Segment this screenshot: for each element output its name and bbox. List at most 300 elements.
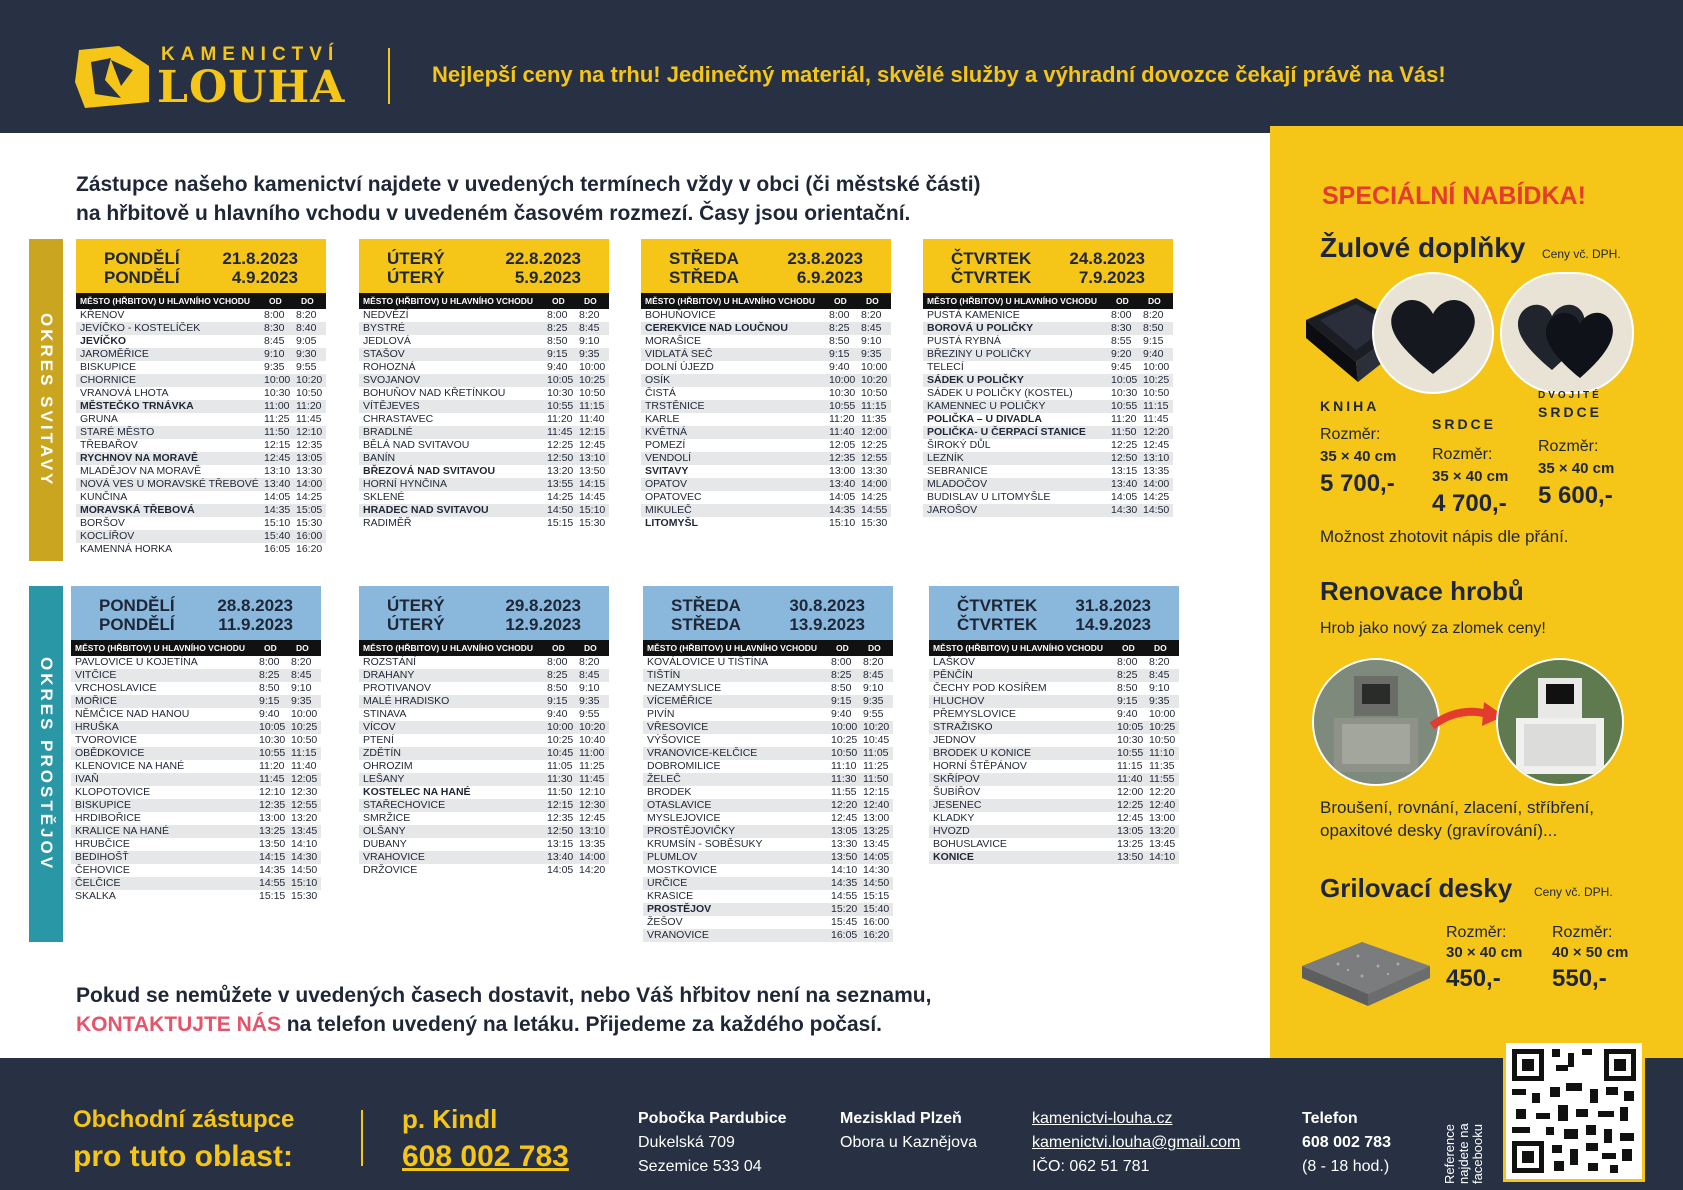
time-from: 8:30	[264, 322, 285, 334]
table-row	[641, 439, 891, 452]
region-label-text: OKRES PROSTĚJOV	[37, 656, 56, 872]
renovation-desc-1: Broušení, rovnání, zlacení, stříbření,	[1320, 798, 1595, 817]
header-divider	[388, 48, 390, 104]
time-from: 8:25	[1117, 669, 1138, 681]
place-name: JEDNOV	[933, 734, 976, 746]
time-to: 9:35	[579, 348, 600, 360]
time-to: 14:15	[579, 478, 606, 490]
renovation-subtitle: Hrob jako nový za zlomek ceny!	[1320, 620, 1546, 637]
intro-line-2: na hřbitově u hlavního vchodu v uvedeném časovém rozmezí. Časy jsou orientační.	[76, 202, 911, 225]
table-row	[76, 517, 326, 530]
time-from: 13:50	[1117, 851, 1144, 863]
time-from: 8:30	[1111, 322, 1132, 334]
time-from: 10:25	[831, 734, 858, 746]
place-name: PTENÍ	[363, 734, 394, 746]
table-row	[923, 452, 1173, 465]
time-from: 13:50	[831, 851, 858, 863]
time-to: 11:25	[579, 760, 605, 772]
place-name: JEDLOVÁ	[363, 335, 411, 347]
time-to: 14:50	[863, 877, 890, 889]
time-from: 11:50	[264, 426, 290, 438]
column-place-label: MĚSTO (HŘBITOV) U HLAVNÍHO VCHODU	[927, 296, 1098, 306]
schedule-day-table	[359, 586, 609, 877]
time-from: 9:10	[264, 348, 285, 360]
time-to: 12:45	[1143, 439, 1170, 451]
time-to: 11:15	[1143, 400, 1169, 412]
time-from: 15:40	[264, 530, 291, 542]
table-row	[641, 452, 891, 465]
place-name: MLADOČOV	[927, 478, 988, 490]
schedule-day-header	[76, 239, 326, 293]
contact-note-line-1: Pokud se nemůžete v uvedených časech dostavit, nebo Váš hřbitov není na seznamu,	[76, 984, 932, 1007]
renovation-desc-2: opaxitové desky (gravírování)...	[1320, 821, 1558, 840]
place-name: STRAŽISKO	[933, 721, 993, 733]
table-row	[76, 543, 326, 556]
place-name: KRASICE	[647, 890, 694, 902]
qr-caption	[1434, 1088, 1494, 1184]
time-to: 11:40	[291, 760, 317, 772]
place-name: BRODEK U KONICE	[933, 747, 1032, 759]
schedule-day-header	[929, 586, 1179, 640]
place-name: DOBROMILICE	[647, 760, 721, 772]
time-from: 10:25	[547, 734, 574, 746]
place-name: STINAVA	[363, 708, 407, 720]
day-date: 6.9.2023	[796, 268, 863, 287]
time-from: 14:55	[831, 890, 858, 902]
granite-accessories-title: Žulové doplňky	[1320, 232, 1526, 263]
place-name: ROZSTÁNÍ	[363, 656, 417, 668]
place-name: VÍCEMĚŘICE	[647, 695, 713, 707]
day-date: 14.9.2023	[1075, 615, 1151, 634]
time-from: 9:40	[547, 361, 568, 373]
place-name: TIŠTÍN	[647, 669, 681, 681]
time-to: 11:45	[296, 413, 322, 425]
time-from: 12:50	[547, 452, 574, 464]
time-from: 13:15	[1111, 465, 1138, 477]
time-from: 15:15	[259, 890, 286, 902]
time-from: 8:50	[547, 335, 568, 347]
place-name: CEREKVICE NAD LOUČNOU	[645, 322, 788, 334]
day-name: STŘEDA	[671, 615, 741, 634]
day-name: ČTVRTEK	[957, 615, 1038, 634]
time-from: 12:45	[264, 452, 291, 464]
place-name: MIKULEČ	[645, 504, 692, 516]
time-to: 10:00	[1143, 361, 1170, 373]
table-row	[76, 530, 326, 543]
table-row	[643, 825, 893, 838]
table-row	[359, 864, 609, 877]
place-name: VÝŠOVICE	[647, 734, 701, 746]
place-name: HRADEC NAD SVITAVOU	[363, 504, 489, 516]
time-to: 9:35	[863, 695, 884, 707]
place-name: OPATOV	[645, 478, 688, 490]
time-from: 12:25	[547, 439, 574, 451]
column-header	[359, 640, 609, 656]
place-name: NOVÁ VES U MORAVSKÉ TŘEBOVÉ	[80, 478, 259, 490]
branch-plzen-title: Mezisklad Plzeň	[840, 1110, 962, 1127]
time-to: 12:20	[1143, 426, 1170, 438]
time-to: 11:10	[1149, 747, 1175, 759]
time-to: 9:10	[579, 335, 600, 347]
place-name: LITOMYŠL	[645, 517, 698, 529]
website-link[interactable]: kamenictvi-louha.cz	[1032, 1110, 1173, 1127]
table-row	[359, 695, 609, 708]
table-row	[359, 478, 609, 491]
place-name: TVOROVICE	[75, 734, 137, 746]
time-to: 10:45	[863, 734, 890, 746]
table-row	[71, 890, 321, 903]
company-logo[interactable]	[75, 40, 375, 113]
table-row	[359, 348, 609, 361]
time-to: 9:05	[296, 335, 317, 347]
column-header	[923, 293, 1173, 309]
time-from: 13:20	[547, 465, 574, 477]
time-to: 9:40	[1143, 348, 1164, 360]
column-header	[929, 640, 1179, 656]
table-row	[359, 400, 609, 413]
time-to: 9:10	[861, 335, 882, 347]
place-name: VENDOLÍ	[645, 452, 692, 464]
double-heart-product-image	[1502, 274, 1632, 392]
table-row	[359, 517, 609, 530]
time-from: 11:45	[547, 426, 573, 438]
place-name: BŘEZINY U POLIČKY	[927, 348, 1032, 360]
product-name-double-top: DVOJITÉ	[1538, 390, 1602, 401]
column-to-label: DO	[296, 643, 309, 653]
contact-us-link[interactable]: KONTAKTUJTE NÁS	[76, 1013, 281, 1036]
table-row	[359, 374, 609, 387]
table-row	[929, 747, 1179, 760]
table-row	[71, 721, 321, 734]
time-from: 8:00	[829, 309, 850, 321]
table-row	[641, 322, 891, 335]
time-to: 8:20	[296, 309, 317, 321]
time-from: 13:25	[259, 825, 286, 837]
grill-size-label: Rozměr:	[1446, 924, 1507, 941]
table-row	[71, 734, 321, 747]
time-from: 14:05	[264, 491, 291, 503]
time-from: 9:40	[547, 708, 568, 720]
time-from: 10:05	[1117, 721, 1144, 733]
place-name: HLUCHOV	[933, 695, 985, 707]
time-from: 11:20	[259, 760, 285, 772]
column-to-label: DO	[868, 643, 881, 653]
time-to: 8:20	[1149, 656, 1170, 668]
table-row	[643, 734, 893, 747]
contact-note	[76, 981, 931, 1039]
time-from: 8:00	[1111, 309, 1132, 321]
heart-product-image	[1374, 274, 1492, 392]
time-to: 10:25	[579, 374, 606, 386]
renovation-title: Renovace hrobů	[1320, 576, 1524, 606]
phone-title: Telefon	[1302, 1110, 1358, 1127]
time-to: 14:10	[1149, 851, 1176, 863]
table-row	[929, 760, 1179, 773]
table-row	[71, 695, 321, 708]
table-row	[359, 682, 609, 695]
time-to: 10:20	[861, 374, 888, 386]
time-to: 11:45	[579, 773, 605, 785]
time-from: 11:50	[1111, 426, 1137, 438]
place-name: MĚSTEČKO TRNÁVKA	[80, 400, 194, 412]
time-to: 8:45	[1149, 669, 1170, 681]
phone-number-link[interactable]: 608 002 783	[1302, 1134, 1391, 1151]
time-from: 11:25	[264, 413, 290, 425]
product-price: 5 700,-	[1320, 470, 1395, 497]
table-row	[923, 426, 1173, 439]
time-to: 14:20	[579, 864, 606, 876]
table-row	[929, 851, 1179, 864]
time-from: 16:05	[831, 929, 858, 941]
time-to: 14:00	[1143, 478, 1170, 490]
footer-divider	[361, 1110, 363, 1166]
column-place-label: MĚSTO (HŘBITOV) U HLAVNÍHO VCHODU	[75, 643, 246, 653]
table-row	[359, 452, 609, 465]
place-name: BYSTRÉ	[363, 322, 406, 334]
place-name: ČECHY POD KOSÍŘEM	[933, 682, 1047, 694]
time-to: 12:45	[579, 439, 606, 451]
table-row	[641, 504, 891, 517]
column-to-label: DO	[584, 296, 597, 306]
table-row	[359, 851, 609, 864]
table-row	[923, 413, 1173, 426]
time-to: 13:45	[291, 825, 318, 837]
time-from: 8:50	[829, 335, 850, 347]
time-to: 16:00	[296, 530, 323, 542]
table-row	[643, 903, 893, 916]
time-from: 8:25	[829, 322, 850, 334]
place-name: KARLE	[645, 413, 680, 425]
time-from: 9:15	[831, 695, 852, 707]
time-to: 12:15	[579, 426, 606, 438]
qr-code-icon	[1506, 1043, 1642, 1179]
time-to: 13:20	[1149, 825, 1176, 837]
time-to: 13:45	[863, 838, 890, 850]
table-row	[643, 916, 893, 929]
place-name: HRDIBOŘICE	[75, 812, 141, 824]
time-from: 10:30	[264, 387, 291, 399]
time-to: 8:45	[291, 669, 312, 681]
table-row	[359, 426, 609, 439]
place-name: BRADLNÉ	[363, 426, 413, 438]
time-to: 14:10	[291, 838, 318, 850]
time-from: 10:05	[259, 721, 286, 733]
time-from: 13:00	[259, 812, 286, 824]
table-row	[643, 669, 893, 682]
table-row	[359, 387, 609, 400]
table-row	[923, 400, 1173, 413]
place-name: POMEZÍ	[645, 439, 686, 451]
table-row	[71, 825, 321, 838]
time-from: 13:40	[829, 478, 856, 490]
table-row	[76, 309, 326, 322]
time-from: 11:50	[547, 786, 573, 798]
table-row	[641, 309, 891, 322]
branch-pardubice-title: Pobočka Pardubice	[638, 1110, 787, 1127]
time-from: 10:55	[1117, 747, 1144, 759]
place-name: BĚLÁ NAD SVITAVOU	[363, 439, 470, 451]
time-from: 14:05	[829, 491, 856, 503]
rep-phone-link[interactable]: 608 002 783	[402, 1140, 569, 1173]
time-to: 8:45	[863, 669, 884, 681]
day-date: 22.8.2023	[505, 249, 581, 268]
time-to: 9:35	[579, 695, 600, 707]
place-name: ŽEŠOV	[647, 916, 683, 928]
time-to: 8:20	[1143, 309, 1164, 321]
time-from: 9:40	[1117, 708, 1138, 720]
schedule-day-table	[76, 239, 326, 556]
place-name: DUBANY	[363, 838, 407, 850]
inscription-note: Možnost zhotovit nápis dle přání.	[1320, 527, 1569, 546]
table-row	[923, 309, 1173, 322]
table-row	[71, 786, 321, 799]
table-row	[923, 374, 1173, 387]
place-name: BOHUSLAVICE	[933, 838, 1007, 850]
place-name: VRAHOVICE	[363, 851, 425, 863]
time-to: 13:05	[296, 452, 323, 464]
column-from-label: OD	[836, 643, 849, 653]
time-from: 13:05	[1117, 825, 1144, 837]
time-to: 9:55	[579, 708, 600, 720]
time-from: 11:05	[547, 760, 573, 772]
time-to: 11:50	[863, 773, 889, 785]
time-from: 11:40	[829, 426, 855, 438]
time-from: 10:55	[547, 400, 574, 412]
table-row	[641, 400, 891, 413]
place-name: BORŠOV	[80, 517, 125, 529]
time-from: 10:50	[831, 747, 858, 759]
place-name: KŘENOV	[80, 309, 125, 321]
day-date: 12.9.2023	[505, 615, 581, 634]
place-name: KVĚTNÁ	[645, 426, 688, 438]
time-to: 15:30	[291, 890, 318, 902]
time-from: 10:30	[1117, 734, 1144, 746]
product-name-heart: SRDCE	[1432, 416, 1497, 432]
table-row	[71, 669, 321, 682]
table-row	[359, 465, 609, 478]
time-from: 15:15	[547, 517, 574, 529]
place-name: VRANOVÁ LHOTA	[80, 387, 169, 399]
time-to: 12:45	[579, 812, 606, 824]
table-row	[359, 322, 609, 335]
time-from: 11:20	[829, 413, 855, 425]
place-name: JEVÍČKO - KOSTELÍČEK	[80, 322, 201, 334]
day-name: ČTVRTEK	[951, 249, 1032, 268]
time-from: 8:25	[259, 669, 280, 681]
time-to: 10:25	[1143, 374, 1170, 386]
time-from: 10:45	[547, 747, 574, 759]
place-name: KUNČINA	[80, 491, 128, 503]
place-name: SKŘÍPOV	[933, 773, 980, 785]
place-name: MORAŠICE	[645, 335, 702, 347]
time-to: 16:20	[863, 929, 890, 941]
place-name: PUSTÁ RYBNÁ	[927, 335, 1001, 347]
place-name: BŘEZOVÁ NAD SVITAVOU	[363, 465, 496, 477]
email-link[interactable]: kamenictvi.louha@gmail.com	[1032, 1134, 1241, 1151]
time-to: 13:00	[1149, 812, 1176, 824]
time-to: 9:55	[863, 708, 884, 720]
table-row	[359, 708, 609, 721]
place-name: SVOJANOV	[363, 374, 421, 386]
time-to: 14:30	[291, 851, 318, 863]
time-to: 12:30	[291, 786, 318, 798]
place-name: SÁDEK U POLIČKY	[927, 374, 1024, 386]
time-to: 14:25	[1143, 491, 1170, 503]
table-row	[76, 400, 326, 413]
time-to: 9:10	[579, 682, 600, 694]
time-from: 13:40	[264, 478, 291, 490]
place-name: VÍTĚJEVES	[363, 400, 420, 412]
time-from: 13:10	[264, 465, 291, 477]
time-from: 12:35	[259, 799, 286, 811]
time-to: 15:30	[296, 517, 323, 529]
facebook-qr-code[interactable]	[1503, 1040, 1645, 1182]
time-to: 12:20	[1149, 786, 1176, 798]
time-to: 10:40	[579, 734, 606, 746]
place-name: KAMENNEC U POLIČKY	[927, 400, 1046, 412]
time-from: 15:10	[264, 517, 291, 529]
table-row	[359, 335, 609, 348]
grill-size-label: Rozměr:	[1552, 924, 1613, 941]
company-id: IČO: 062 51 781	[1032, 1158, 1150, 1175]
day-name: STŘEDA	[669, 268, 739, 287]
table-row	[359, 656, 609, 669]
place-name: BOHUŇOVICE	[645, 309, 716, 321]
grill-plate-image	[1298, 936, 1434, 1012]
time-to: 8:20	[861, 309, 882, 321]
time-from: 11:40	[1117, 773, 1143, 785]
place-name: HRUBČICE	[75, 838, 130, 850]
place-name: KRUMSÍN - SOBĚSUKY	[647, 838, 763, 850]
day-date: 30.8.2023	[789, 596, 865, 615]
time-from: 15:20	[831, 903, 858, 915]
branch-pardubice-city: Sezemice 533 04	[638, 1158, 762, 1175]
day-name: ÚTERÝ	[387, 615, 445, 634]
day-name: PONDĚLÍ	[99, 596, 175, 615]
table-row	[641, 517, 891, 530]
place-name: SEBRANICE	[927, 465, 988, 477]
column-place-label: MĚSTO (HŘBITOV) U HLAVNÍHO VCHODU	[363, 643, 534, 653]
price-note: Ceny vč. DPH.	[1542, 247, 1621, 261]
product-price: 4 700,-	[1432, 490, 1507, 517]
schedule-day-header	[71, 586, 321, 640]
table-row	[359, 825, 609, 838]
table-row	[923, 335, 1173, 348]
region-label-svitavy	[29, 239, 63, 561]
place-name: OTASLAVICE	[647, 799, 712, 811]
table-row	[929, 825, 1179, 838]
table-row	[929, 656, 1179, 669]
place-name: VRANOVICE	[647, 929, 709, 941]
grill-plates-title: Grilovací desky	[1320, 873, 1513, 903]
heart-product-circle	[1372, 272, 1494, 394]
time-from: 11:10	[831, 760, 857, 772]
product-size: 35 × 40 cm	[1432, 468, 1509, 485]
place-name: PAVLOVICE U KOJETÍNA	[75, 656, 198, 668]
time-to: 13:45	[1149, 838, 1176, 850]
time-to: 15:40	[863, 903, 890, 915]
time-from: 10:30	[547, 387, 574, 399]
time-to: 12:15	[863, 786, 890, 798]
place-name: LEŠANY	[363, 773, 405, 785]
time-to: 8:20	[863, 656, 884, 668]
place-name: VŘESOVICE	[647, 721, 709, 733]
time-to: 14:00	[296, 478, 323, 490]
branch-pardubice-street: Dukelská 709	[638, 1134, 735, 1151]
product-name-book: KNIHA	[1320, 398, 1380, 414]
time-to: 8:45	[579, 322, 600, 334]
column-header	[76, 293, 326, 309]
